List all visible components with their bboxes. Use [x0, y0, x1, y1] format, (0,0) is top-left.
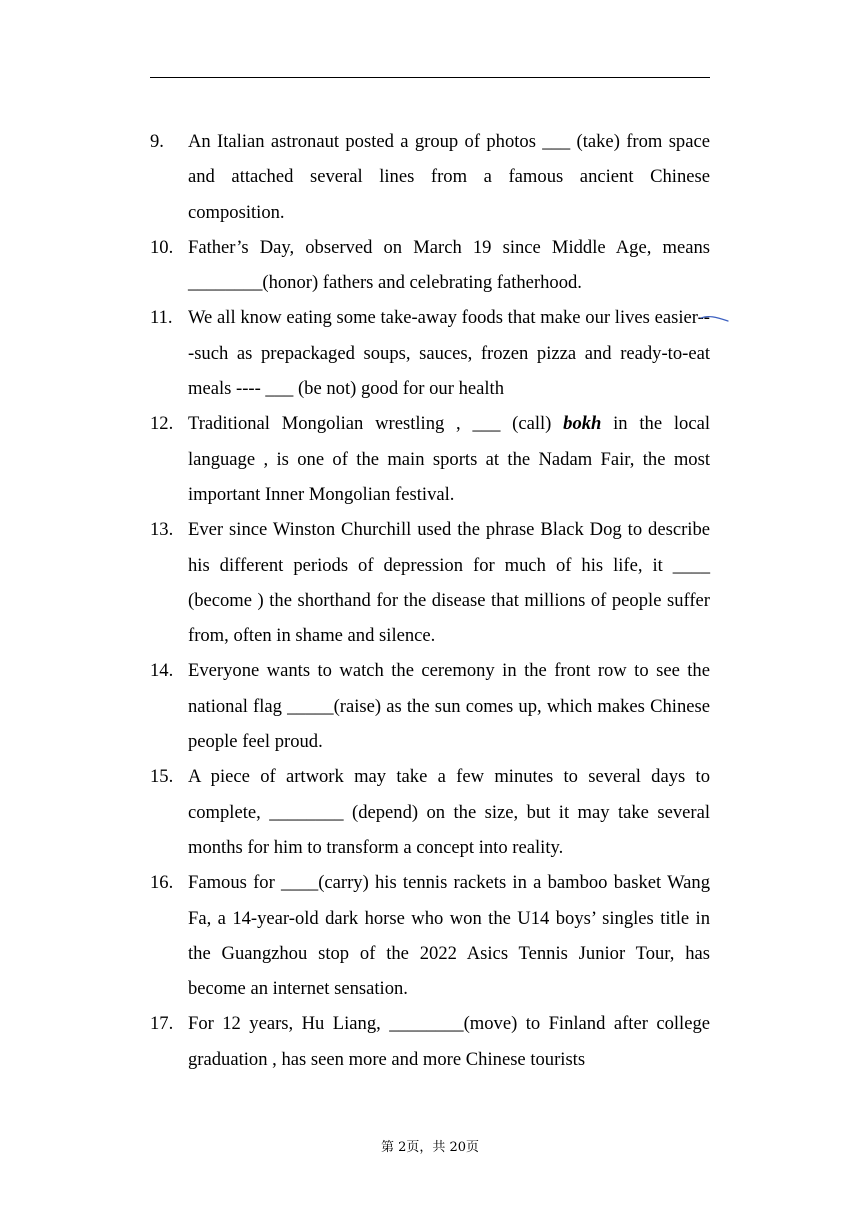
- question-item: [150, 759, 710, 865]
- question-number: 9.: [150, 131, 164, 152]
- question-number: 11.: [150, 307, 173, 329]
- question-number: 16.: [150, 872, 174, 894]
- question-text-before: Traditional Mongolian wrestling , ___ (call): [188, 413, 564, 435]
- question-item: [150, 865, 710, 1006]
- page-footer: 第 2页，共 20页: [380, 1140, 480, 1155]
- question-text: We all know eating some take-away foods that make our lives easier---such as prepackaged soups, sauces, frozen pizza and ready-to-eat meals ---- ___ (be not) good for our health: [188, 307, 710, 400]
- question-list: [150, 124, 710, 1077]
- pen-stroke-mark: [700, 312, 730, 326]
- question-text: An Italian astronaut posted a group of photos ___ (take) from space and attached several lines from a famous ancient Chinese composition.: [188, 131, 710, 223]
- question-text: For 12 years, Hu Liang, ________(move) to Finland after college graduation , has seen more and more Chinese tourists: [188, 1013, 710, 1070]
- question-item: [150, 406, 710, 512]
- header-rule: [150, 77, 710, 78]
- question-number: 10.: [150, 236, 174, 258]
- question-item: [150, 230, 710, 301]
- emphasized-word: bokh: [563, 413, 602, 435]
- question-item: [150, 653, 710, 759]
- question-text-after: in the local language , is one of the main sports at the Nadam Fair, the most important Inner Mongolian festival.: [188, 413, 710, 505]
- question-item: [150, 1006, 710, 1077]
- question-text: Everyone wants to watch the ceremony in the front row to see the national flag _____(raise) as the sun comes up, which makes Chinese people feel proud.: [188, 660, 710, 753]
- question-item: [150, 512, 710, 653]
- question-number: 14.: [150, 660, 174, 682]
- question-text: Father’s Day, observed on March 19 since Middle Age, means ________(honor) fathers and celebrating fatherhood.: [188, 236, 710, 294]
- question-text: A piece of artwork may take a few minutes to several days to complete, ________ (depend) on the size, but it may take several months for him to transform a concept into reality.: [188, 766, 710, 858]
- question-number: 13.: [150, 519, 174, 541]
- question-number: 12.: [150, 413, 174, 435]
- question-text: Famous for ____(carry) his tennis rackets in a bamboo basket Wang Fa, a 14-year-old dark horse who won the U14 boys’ singles title in the Guangzhou stop of the 2022 Asics Tennis Junior Tour, has become an internet sensation.: [188, 872, 710, 1000]
- question-item: [150, 300, 710, 406]
- question-item: [150, 124, 710, 230]
- question-number: 15.: [150, 766, 174, 788]
- question-number: 17.: [150, 1013, 174, 1035]
- question-text: Ever since Winston Churchill used the phrase Black Dog to describe his different periods of depression for much of his life, it ____ (become ) the shorthand for the disease that millions of people suffer from, often in shame and silence.: [188, 519, 710, 647]
